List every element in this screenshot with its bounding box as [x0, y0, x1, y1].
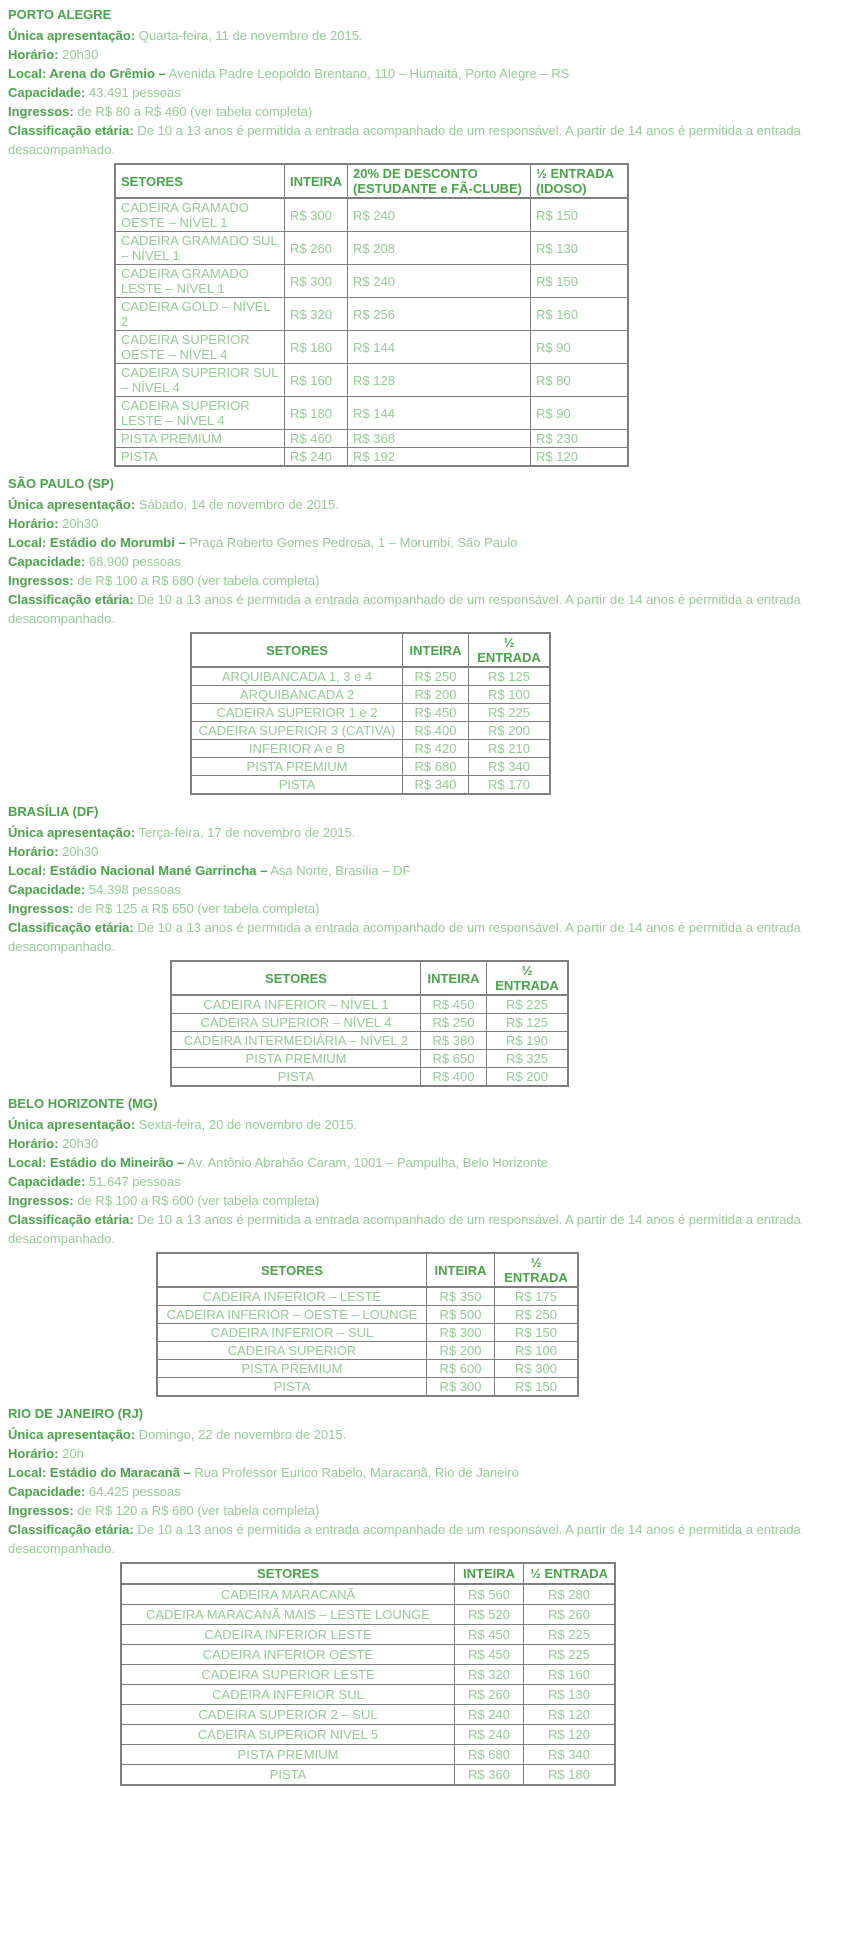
- info-label: Capacidade:: [8, 1174, 86, 1189]
- table-row: [171, 1068, 568, 1087]
- price-cell: R$ 450: [421, 995, 487, 1014]
- info-label: Horário:: [8, 1136, 59, 1151]
- table-row: [191, 722, 550, 740]
- info-line: [8, 590, 854, 628]
- price-cell: R$ 680: [403, 758, 469, 776]
- city-title: BELO HORIZONTE (MG): [8, 1096, 158, 1111]
- table-row: [191, 667, 550, 686]
- info-text: de R$ 80 a R$ 460 (ver tabela completa): [73, 104, 313, 119]
- info-text: 43.491 pessoas: [85, 85, 181, 100]
- info-label: Classificação etária:: [8, 1522, 134, 1537]
- price-cell: R$ 560: [455, 1584, 524, 1605]
- price-cell: R$ 368: [348, 430, 531, 448]
- table-row: [191, 758, 550, 776]
- table-row: [115, 331, 628, 364]
- info-text: 51.647 pessoas: [85, 1174, 181, 1189]
- info-label: Única apresentação:: [8, 1117, 136, 1132]
- table-row: [121, 1705, 615, 1725]
- info-text: 20h30: [58, 844, 99, 859]
- price-cell: R$ 160: [285, 364, 348, 397]
- info-label: Única apresentação:: [8, 825, 136, 840]
- sector-cell: CADEIRA INFERIOR – NÍVEL 1: [171, 995, 421, 1014]
- price-cell: R$ 350: [427, 1287, 495, 1306]
- sector-cell: CADEIRA SUPERIOR: [157, 1342, 427, 1360]
- info-text: de R$ 120 a R$ 680 (ver tabela completa): [73, 1503, 320, 1518]
- info-text: de R$ 100 a R$ 600 (ver tabela completa): [73, 1193, 320, 1208]
- price-cell: R$ 240: [348, 198, 531, 232]
- city-sections: [8, 5, 854, 1786]
- price-table: [120, 1562, 616, 1786]
- table-header-row: [171, 961, 568, 995]
- table-header-row: [121, 1563, 615, 1584]
- info-text: Sexta-feira, 20 de novembro de 2015.: [135, 1117, 358, 1132]
- info-label: Local: Estádio do Mineirão –: [8, 1155, 185, 1170]
- info-line: [8, 1191, 854, 1210]
- sector-cell: PISTA: [191, 776, 403, 795]
- info-label: Horário:: [8, 47, 59, 62]
- city-title: BRASÍLIA (DF): [8, 804, 99, 819]
- info-label: Capacidade:: [8, 882, 86, 897]
- table-header-cell: SETORES: [191, 633, 403, 667]
- table-header-cell: SETORES: [115, 164, 285, 198]
- sector-cell: CADEIRA INFERIOR OESTE: [121, 1645, 455, 1665]
- price-cell: R$ 380: [421, 1032, 487, 1050]
- price-cell: R$ 130: [524, 1685, 616, 1705]
- table-header-cell: SETORES: [157, 1253, 427, 1287]
- table-header-cell: INTEIRA: [285, 164, 348, 198]
- info-line: [8, 26, 854, 45]
- price-cell: R$ 225: [524, 1625, 616, 1645]
- table-header-cell: INTEIRA: [455, 1563, 524, 1584]
- info-text: De 10 a 13 anos é permitida a entrada acompanhado de um responsável. A partir de 14 anos é permitida a entrada desacompanhado.: [8, 123, 801, 157]
- table-row: [157, 1342, 578, 1360]
- info-label: Ingressos:: [8, 104, 74, 119]
- sector-cell: PISTA: [171, 1068, 421, 1087]
- price-cell: R$ 450: [455, 1645, 524, 1665]
- table-row: [171, 1032, 568, 1050]
- price-cell: R$ 100: [495, 1342, 579, 1360]
- price-cell: R$ 200: [487, 1068, 569, 1087]
- info-line: [8, 1520, 854, 1558]
- table-row: [121, 1685, 615, 1705]
- sector-cell: PISTA PREMIUM: [121, 1745, 455, 1765]
- table-row: [157, 1287, 578, 1306]
- sector-cell: PISTA: [115, 448, 285, 467]
- price-cell: R$ 208: [348, 232, 531, 265]
- info-line: [8, 899, 854, 918]
- price-cell: R$ 180: [285, 331, 348, 364]
- table-header-cell: ½ ENTRADA (IDOSO): [531, 164, 629, 198]
- sector-cell: CADEIRA MARACANÃ: [121, 1584, 455, 1605]
- info-line: [8, 1463, 854, 1482]
- price-cell: R$ 125: [469, 667, 551, 686]
- info-label: Local: Estádio do Morumbi –: [8, 535, 186, 550]
- info-text: De 10 a 13 anos é permitida a entrada acompanhado de um responsável. A partir de 14 anos é permitida a entrada desacompanhado.: [8, 592, 801, 626]
- info-label: Classificação etária:: [8, 123, 134, 138]
- table-row: [191, 686, 550, 704]
- info-line: [8, 533, 854, 552]
- info-label: Horário:: [8, 844, 59, 859]
- price-cell: R$ 100: [469, 686, 551, 704]
- info-label: Capacidade:: [8, 85, 86, 100]
- table-header-cell: ½ ENTRADA: [495, 1253, 579, 1287]
- info-label: Capacidade:: [8, 554, 86, 569]
- price-cell: R$ 128: [348, 364, 531, 397]
- city-section-porto-alegre: [8, 5, 854, 467]
- table-row: [121, 1765, 615, 1786]
- info-text: Asa Norte, Brasília – DF: [267, 863, 411, 878]
- table-header-cell: ½ ENTRADA: [469, 633, 551, 667]
- info-text: Avenida Padre Leopoldo Brentano, 110 – Humaitá, Porto Alegre – RS: [165, 66, 570, 81]
- table-row: [157, 1324, 578, 1342]
- price-table: [190, 632, 551, 795]
- info-label: Ingressos:: [8, 901, 74, 916]
- info-line: [8, 571, 854, 590]
- sector-cell: CADEIRA SUPERIOR LESTE – NÍVEL 4: [115, 397, 285, 430]
- price-cell: R$ 240: [285, 448, 348, 467]
- price-cell: R$ 230: [531, 430, 629, 448]
- sector-cell: PISTA: [157, 1378, 427, 1397]
- info-label: Classificação etária:: [8, 920, 134, 935]
- table-header-row: [115, 164, 628, 198]
- info-line: [8, 495, 854, 514]
- sector-cell: CADEIRA INFERIOR – LESTE: [157, 1287, 427, 1306]
- price-cell: R$ 200: [403, 686, 469, 704]
- price-cell: R$ 680: [455, 1745, 524, 1765]
- price-table: [114, 163, 629, 467]
- price-cell: R$ 130: [531, 232, 629, 265]
- info-label: Local: Arena do Grêmio –: [8, 66, 166, 81]
- sector-cell: CADEIRA INFERIOR – SUL: [157, 1324, 427, 1342]
- info-label: Única apresentação:: [8, 28, 136, 43]
- price-cell: R$ 200: [469, 722, 551, 740]
- sector-cell: CADEIRA GOLD – NÍVEL 2: [115, 298, 285, 331]
- price-cell: R$ 400: [403, 722, 469, 740]
- info-text: de R$ 100 a R$ 680 (ver tabela completa): [73, 573, 320, 588]
- table-header-row: [191, 633, 550, 667]
- table-row: [171, 995, 568, 1014]
- city-section-rio-de-janeiro-rj: [8, 1404, 854, 1786]
- table-header-cell: INTEIRA: [403, 633, 469, 667]
- table-header-cell: ½ ENTRADA: [487, 961, 569, 995]
- info-text: Quarta-feira, 11 de novembro de 2015.: [135, 28, 363, 43]
- table-row: [115, 265, 628, 298]
- price-cell: R$ 600: [427, 1360, 495, 1378]
- price-cell: R$ 90: [531, 331, 629, 364]
- price-cell: R$ 225: [469, 704, 551, 722]
- table-row: [121, 1745, 615, 1765]
- info-text: 20h30: [58, 516, 99, 531]
- price-cell: R$ 170: [469, 776, 551, 795]
- price-cell: R$ 150: [531, 265, 629, 298]
- sector-cell: CADEIRA SUPERIOR OESTE – NÍVEL 4: [115, 331, 285, 364]
- table-row: [157, 1360, 578, 1378]
- info-label: Local: Estádio do Maracanã –: [8, 1465, 191, 1480]
- sector-cell: PISTA PREMIUM: [191, 758, 403, 776]
- info-text: 64.425 pessoas: [85, 1484, 181, 1499]
- price-cell: R$ 300: [427, 1378, 495, 1397]
- price-cell: R$ 300: [495, 1360, 579, 1378]
- table-row: [121, 1584, 615, 1605]
- price-cell: R$ 320: [285, 298, 348, 331]
- price-cell: R$ 144: [348, 397, 531, 430]
- sector-cell: CADEIRA INTERMEDIÁRIA – NÍVEL 2: [171, 1032, 421, 1050]
- price-cell: R$ 450: [455, 1625, 524, 1645]
- city-section-bras-lia-df: [8, 802, 854, 1087]
- price-cell: R$ 125: [487, 1014, 569, 1032]
- info-label: Horário:: [8, 1446, 59, 1461]
- info-text: De 10 a 13 anos é permitida a entrada acompanhado de um responsável. A partir de 14 anos é permitida a entrada desacompanhado.: [8, 1212, 801, 1246]
- table-row: [191, 704, 550, 722]
- table-row: [121, 1605, 615, 1625]
- city-section-belo-horizonte-mg: [8, 1094, 854, 1397]
- info-label: Única apresentação:: [8, 497, 136, 512]
- info-line: [8, 823, 854, 842]
- price-cell: R$ 256: [348, 298, 531, 331]
- info-label: Local: Estádio Nacional Mané Garrincha –: [8, 863, 268, 878]
- sector-cell: PISTA PREMIUM: [115, 430, 285, 448]
- city-title: SÃO PAULO (SP): [8, 476, 114, 491]
- info-label: Classificação etária:: [8, 1212, 134, 1227]
- price-cell: R$ 450: [403, 704, 469, 722]
- info-text: 20h: [58, 1446, 84, 1461]
- price-cell: R$ 90: [531, 397, 629, 430]
- info-label: Única apresentação:: [8, 1427, 136, 1442]
- price-cell: R$ 340: [524, 1745, 616, 1765]
- table-row: [115, 232, 628, 265]
- price-cell: R$ 300: [285, 265, 348, 298]
- info-line: [8, 1425, 854, 1444]
- price-cell: R$ 340: [403, 776, 469, 795]
- sector-cell: CADEIRA GRAMADO LESTE – NÍVEL 1: [115, 265, 285, 298]
- table-row: [121, 1625, 615, 1645]
- info-text: 20h30: [58, 47, 99, 62]
- price-cell: R$ 120: [524, 1705, 616, 1725]
- info-line: [8, 1153, 854, 1172]
- info-text: Domingo, 22 de novembro de 2015.: [135, 1427, 347, 1442]
- price-cell: R$ 160: [524, 1665, 616, 1685]
- info-text: De 10 a 13 anos é permitida a entrada acompanhado de um responsável. A partir de 14 anos é permitida a entrada desacompanhado.: [8, 1522, 801, 1556]
- table-row: [121, 1645, 615, 1665]
- price-cell: R$ 520: [455, 1605, 524, 1625]
- table-header-cell: INTEIRA: [421, 961, 487, 995]
- info-text: 20h30: [58, 1136, 99, 1151]
- price-cell: R$ 180: [524, 1765, 616, 1786]
- table-row: [115, 364, 628, 397]
- info-text: 54.398 pessoas: [85, 882, 181, 897]
- table-header-cell: SETORES: [121, 1563, 455, 1584]
- sector-cell: CADEIRA MARACANÃ MAIS – LESTE LOUNGE: [121, 1605, 455, 1625]
- table-header-cell: INTEIRA: [427, 1253, 495, 1287]
- table-row: [115, 298, 628, 331]
- table-row: [157, 1378, 578, 1397]
- price-cell: R$ 192: [348, 448, 531, 467]
- sector-cell: INFERIOR A e B: [191, 740, 403, 758]
- info-line: [8, 83, 854, 102]
- price-cell: R$ 225: [487, 995, 569, 1014]
- info-line: [8, 102, 854, 121]
- info-text: Terça-feira, 17 de novembro de 2015.: [135, 825, 356, 840]
- table-row: [121, 1725, 615, 1745]
- info-text: Praça Roberto Gomes Pedrosa, 1 – Morumbi, São Paulo: [185, 535, 518, 550]
- price-cell: R$ 260: [285, 232, 348, 265]
- price-cell: R$ 460: [285, 430, 348, 448]
- sector-cell: CADEIRA INFERIOR – OESTE – LOUNGE: [157, 1306, 427, 1324]
- price-cell: R$ 340: [469, 758, 551, 776]
- info-text: De 10 a 13 anos é permitida a entrada acompanhado de um responsável. A partir de 14 anos é permitida a entrada desacompanhado.: [8, 920, 801, 954]
- sector-cell: CADEIRA GRAMADO SUL – NÍVEL 1: [115, 232, 285, 265]
- price-cell: R$ 225: [524, 1645, 616, 1665]
- info-line: [8, 1115, 854, 1134]
- price-cell: R$ 300: [427, 1324, 495, 1342]
- sector-cell: CADEIRA SUPERIOR – NÍVEL 4: [171, 1014, 421, 1032]
- price-cell: R$ 650: [421, 1050, 487, 1068]
- price-cell: R$ 175: [495, 1287, 579, 1306]
- price-cell: R$ 325: [487, 1050, 569, 1068]
- table-header-cell: 20% DE DESCONTO (ESTUDANTE e FÃ-CLUBE): [348, 164, 531, 198]
- price-cell: R$ 250: [421, 1014, 487, 1032]
- table-header-cell: ½ ENTRADA: [524, 1563, 616, 1584]
- info-line: [8, 842, 854, 861]
- info-line: [8, 1444, 854, 1463]
- price-cell: R$ 500: [427, 1306, 495, 1324]
- price-cell: R$ 80: [531, 364, 629, 397]
- info-line: [8, 918, 854, 956]
- info-line: [8, 1482, 854, 1501]
- sector-cell: CADEIRA SUPERIOR SUL – NÍVEL 4: [115, 364, 285, 397]
- price-cell: R$ 180: [285, 397, 348, 430]
- sector-cell: CADEIRA SUPERIOR 1 e 2: [191, 704, 403, 722]
- info-line: [8, 1134, 854, 1153]
- price-cell: R$ 280: [524, 1584, 616, 1605]
- price-cell: R$ 150: [495, 1324, 579, 1342]
- table-row: [115, 448, 628, 467]
- info-text: Rua Professor Eurico Rabelo, Maracanã, Rio de Janeiro: [190, 1465, 519, 1480]
- price-cell: R$ 120: [524, 1725, 616, 1745]
- sector-cell: CADEIRA SUPERIOR 2 – SUL: [121, 1705, 455, 1725]
- price-cell: R$ 150: [531, 198, 629, 232]
- sector-cell: CADEIRA SUPERIOR NIVEL 5: [121, 1725, 455, 1745]
- price-cell: R$ 260: [455, 1685, 524, 1705]
- table-row: [171, 1014, 568, 1032]
- sector-cell: PISTA: [121, 1765, 455, 1786]
- price-cell: R$ 320: [455, 1665, 524, 1685]
- price-table: [170, 960, 569, 1087]
- price-cell: R$ 160: [531, 298, 629, 331]
- table-row: [115, 397, 628, 430]
- sector-cell: CADEIRA INFERIOR SUL: [121, 1685, 455, 1705]
- price-cell: R$ 200: [427, 1342, 495, 1360]
- sector-cell: PISTA PREMIUM: [171, 1050, 421, 1068]
- info-line: [8, 1172, 854, 1191]
- price-cell: R$ 260: [524, 1605, 616, 1625]
- price-cell: R$ 420: [403, 740, 469, 758]
- price-cell: R$ 250: [495, 1306, 579, 1324]
- price-cell: R$ 400: [421, 1068, 487, 1087]
- info-text: 68.900 pessoas: [85, 554, 181, 569]
- info-text: Av. Antônio Abrahão Caram, 1001 – Pampulha, Belo Horizonte: [184, 1155, 549, 1170]
- city-section-s-o-paulo-sp: [8, 474, 854, 795]
- info-line: [8, 64, 854, 83]
- table-row: [171, 1050, 568, 1068]
- table-row: [191, 776, 550, 795]
- sector-cell: ARQUIBANCADA 2: [191, 686, 403, 704]
- info-label: Ingressos:: [8, 1193, 74, 1208]
- sector-cell: CADEIRA INFERIOR LESTE: [121, 1625, 455, 1645]
- info-label: Classificação etária:: [8, 592, 134, 607]
- price-cell: R$ 240: [348, 265, 531, 298]
- info-label: Ingressos:: [8, 1503, 74, 1518]
- price-cell: R$ 144: [348, 331, 531, 364]
- info-line: [8, 861, 854, 880]
- sector-cell: CADEIRA GRAMADO OESTE – NÍVEL 1: [115, 198, 285, 232]
- info-label: Ingressos:: [8, 573, 74, 588]
- info-label: Horário:: [8, 516, 59, 531]
- sector-cell: CADEIRA SUPERIOR 3 (CATIVA): [191, 722, 403, 740]
- info-label: Capacidade:: [8, 1484, 86, 1499]
- table-row: [157, 1306, 578, 1324]
- sector-cell: ARQUIBANCADA 1, 3 e 4: [191, 667, 403, 686]
- price-cell: R$ 240: [455, 1725, 524, 1745]
- table-row: [191, 740, 550, 758]
- price-cell: R$ 240: [455, 1705, 524, 1725]
- price-cell: R$ 190: [487, 1032, 569, 1050]
- price-cell: R$ 300: [285, 198, 348, 232]
- info-line: [8, 1210, 854, 1248]
- info-line: [8, 514, 854, 533]
- info-line: [8, 121, 854, 159]
- city-title: PORTO ALEGRE: [8, 7, 112, 22]
- price-cell: R$ 120: [531, 448, 629, 467]
- info-line: [8, 45, 854, 64]
- info-text: Sábado, 14 de novembro de 2015.: [135, 497, 339, 512]
- table-header-row: [157, 1253, 578, 1287]
- sector-cell: PISTA PREMIUM: [157, 1360, 427, 1378]
- info-line: [8, 1501, 854, 1520]
- price-table: [156, 1252, 579, 1397]
- sector-cell: CADEIRA SUPERIOR LESTE: [121, 1665, 455, 1685]
- info-text: de R$ 125 a R$ 650 (ver tabela completa): [73, 901, 320, 916]
- price-cell: R$ 250: [403, 667, 469, 686]
- city-title: RIO DE JANEIRO (RJ): [8, 1406, 144, 1421]
- table-row: [121, 1665, 615, 1685]
- table-row: [115, 198, 628, 232]
- price-cell: R$ 150: [495, 1378, 579, 1397]
- info-line: [8, 552, 854, 571]
- price-cell: R$ 360: [455, 1765, 524, 1786]
- price-cell: R$ 210: [469, 740, 551, 758]
- table-row: [115, 430, 628, 448]
- table-header-cell: SETORES: [171, 961, 421, 995]
- info-line: [8, 880, 854, 899]
